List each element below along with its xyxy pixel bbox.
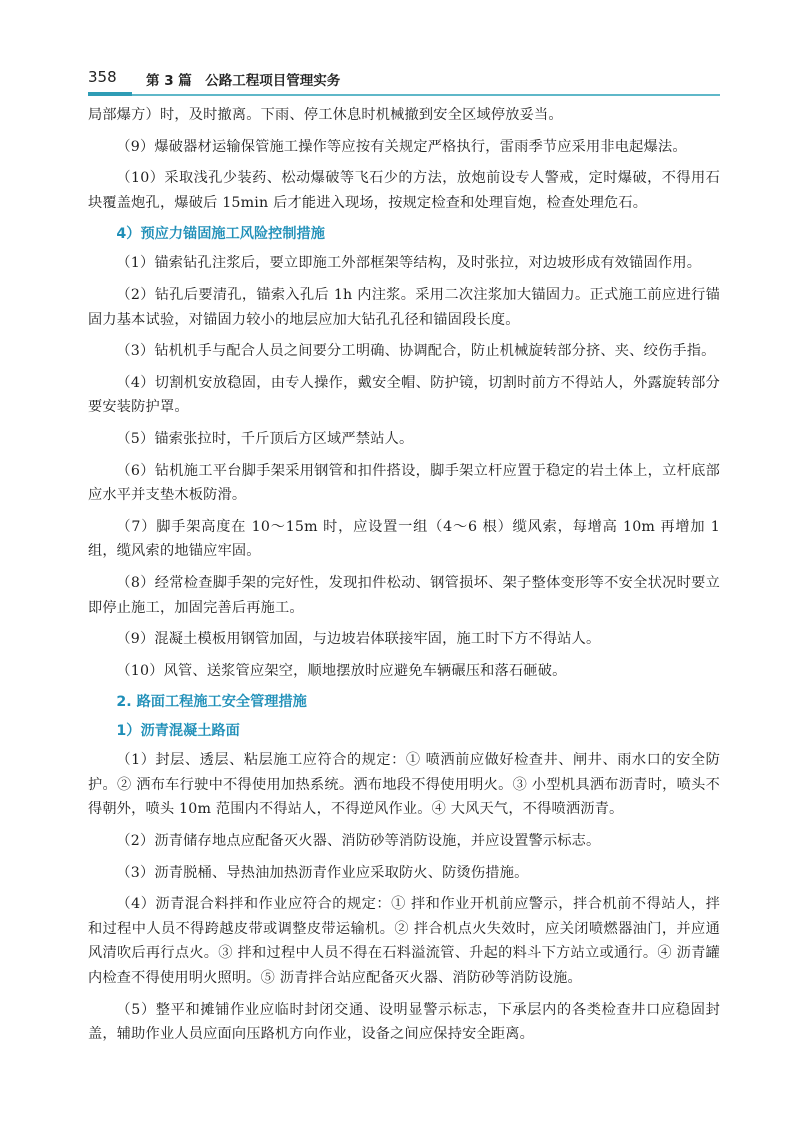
page-header xyxy=(88,62,720,94)
header-rule xyxy=(88,94,720,96)
section-heading: 4）预应力锚固施工风险控制措施 xyxy=(116,226,325,243)
header-accent-bar xyxy=(88,92,132,96)
paragraph: 局部爆方）时，及时撤离。下雨、停工休息时机械撤到安全区域停放妥当。 xyxy=(88,107,563,123)
paragraph: （7）脚手架高度在 10～15m 时，应设置一组（4～6 根）缆风索，每增高 10m 再增加 1 组，缆风索的地锚应牢固。 xyxy=(88,518,720,560)
paragraph: （5）锚索张拉时，千斤顶后方区域严禁站人。 xyxy=(116,430,414,447)
paragraph: （2）沥青储存地点应配备灭火器、消防砂等消防设施，并应设置警示标志。 xyxy=(116,833,601,850)
chapter-title: 第 3 篇 公路工程项目管理实务 xyxy=(146,73,341,89)
paragraph: （9）爆破器材运输保管施工操作等应按有关规定严格执行，雷雨季节应采用非电起爆法。 xyxy=(116,138,687,155)
subsection-heading: 1）沥青混凝土路面 xyxy=(116,723,240,740)
paragraph: （2）钻孔后要清孔，锚索入孔后 1h 内注浆。采用二次注浆加大锚固力。正式施工前应进行锚固力基本试验，对锚固力较小的地层应加大钻孔孔径和锚固段长度。 xyxy=(88,286,720,328)
paragraph: （10）风管、送浆管应架空，顺地摆放时应避免车辆碾压和落石砸破。 xyxy=(116,662,567,679)
page-number: 358 xyxy=(88,68,117,86)
paragraph: （3）沥青脱桶、导热油加热沥青作业应采取防火、防烫伤措施。 xyxy=(116,864,529,881)
page-content xyxy=(88,103,720,1054)
paragraph: （5）整平和摊铺作业应临时封闭交通、设明显警示标志，下承层内的各类检查井口应稳固封盖，辅助作业人员应面向压路机方向作业，设备之间应保持安全距离。 xyxy=(88,1001,720,1043)
paragraph: （3）钻机机手与配合人员之间要分工明确、协调配合，防止机械旋转部分挤、夹、绞伤手指。 xyxy=(116,343,716,360)
paragraph: （6）钻机施工平台脚手架采用钢管和扣件搭设，脚手架立杆应置于稳定的岩土体上，立杆底部应水平并支垫木板防滑。 xyxy=(88,462,720,504)
paragraph: （4）切割机安放稳固，由专人操作，戴安全帽、防护镜，切割时前方不得站人，外露旋转部分要安装防护罩。 xyxy=(88,374,720,416)
paragraph: （4）沥青混合料拌和作业应符合的规定：① 拌和作业开机前应警示，拌合机前不得站人，拌和过程中人员不得跨越皮带或调整皮带运输机。② 拌合机点火失效时，应关闭喷燃器油门，并应通风清吹后再行点火。③ 拌和过程中人员不得在石料溢流管、升起的料斗下方站立或通行。④ 沥青罐内检查不得使用明火照明。⑤ 沥青拌合站应配备灭火器、消防砂等消防设施。 xyxy=(88,896,720,987)
paragraph: （9）混凝土模板用钢管加固，与边坡岩体联接牢固，施工时下方不得站人。 xyxy=(116,631,601,648)
section-heading: 2. 路面工程施工安全管理措施 xyxy=(116,694,307,711)
paragraph: （1）锚索钻孔注浆后，要立即施工外部框架等结构，及时张拉，对边坡形成有效锚固作用。 xyxy=(116,255,702,272)
paragraph: （8）经常检查脚手架的完好性，发现扣件松动、钢管损坏、架子整体变形等不安全状况时要立即停止施工，加固完善后再施工。 xyxy=(88,574,720,616)
paragraph: （1）封层、透层、粘层施工应符合的规定：① 喷洒前应做好检查井、闸井、雨水口的安全防护。② 洒布车行驶中不得使用加热系统。洒布地段不得使用明火。③ 小型机具洒布沥青时，喷头不得朝外，喷头 10m 范围内不得站人，不得逆风作业。④ 大风天气，不得喷洒沥青。 xyxy=(88,752,720,818)
paragraph: （10）采取浅孔少装药、松动爆破等飞石少的方法，放炮前设专人警戒，定时爆破，不得用石块覆盖炮孔，爆破后 15min 后才能进入现场，按规定检查和处理盲炮，检查处理危石。 xyxy=(88,170,720,211)
